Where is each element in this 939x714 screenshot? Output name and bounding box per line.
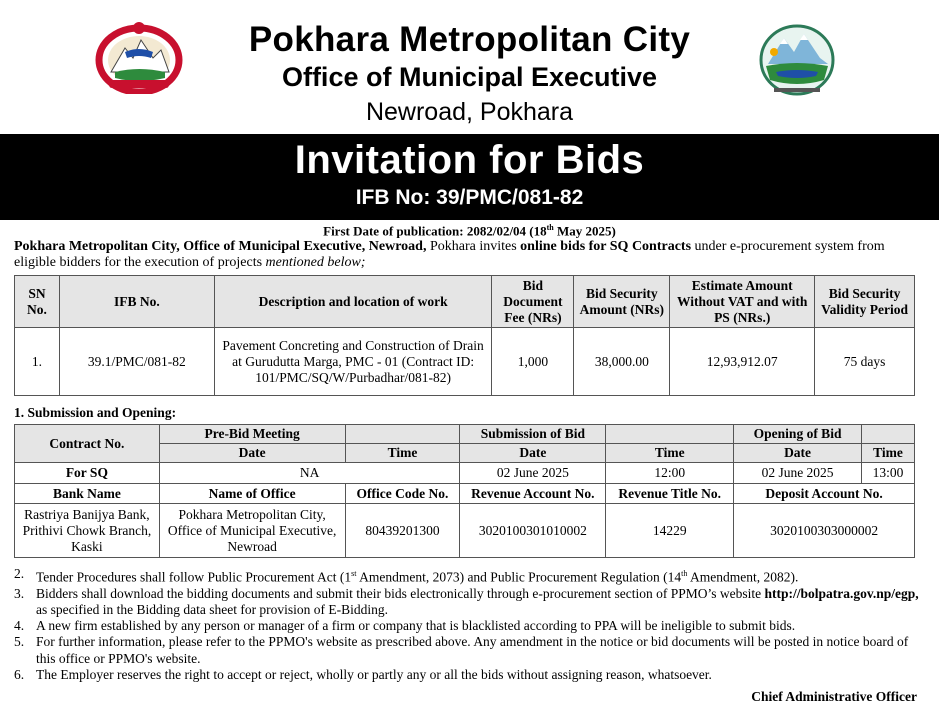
submission-time-header: Time [606,444,734,463]
submission-header-row [15,425,915,444]
office-title: Office of Municipal Executive [281,62,658,92]
submission-date-cell: 02 June 2025 [460,463,606,484]
revenue-account-cell: 3020100301010002 [460,504,606,558]
opening-header: Opening of Bid [734,425,862,444]
submission-header: Submission of Bid [460,425,606,444]
col-security: Bid Security Amount (NRs) [574,276,670,328]
opening-time-header: Time [862,444,915,463]
table-row [15,328,915,396]
ifb-number: IFB No: 39/PMC/081-82 [355,186,584,209]
col-description: Description and location of work [214,276,492,328]
office-code-header: Office Code No. [345,484,460,504]
list-item: 4. A new firm established by any person or manager of a firm or company that is blacklisted according to PPA will be ineligible to submit bids. [14,618,796,634]
table-row [15,463,915,484]
deposit-account-cell: 3020100303000002 [734,504,915,558]
list-item: 6. The Employer reserves the right to accept or reject, wholly or partly any or all the bids without assigning reason, whatsoever. [14,666,712,682]
contract-no-header: Contract No. [15,425,160,463]
prebid-date-header: Date [159,444,345,463]
office-code-cell: 80439201300 [345,504,460,558]
prebid-header: Pre-Bid Meeting [159,425,345,444]
submission-section-title: 1. Submission and Opening: [14,405,177,420]
cell-ifb: 39.1/PMC/081-82 [59,328,214,396]
opening-date-cell: 02 June 2025 [734,463,862,484]
title-banner [0,134,939,220]
notice-title: Invitation for Bids [294,138,645,182]
prebid-header-blank [345,425,460,444]
col-ifb: IFB No. [59,276,214,328]
revenue-account-header: Revenue Account No. [460,484,606,504]
submission-header-blank [606,425,734,444]
cell-description: Pavement Concreting and Construction of Drain at Gurudutta Marga, PMC - 01 (Contract ID: 101/PMC/SQ/W/Purbadhar/081-82) [214,328,492,396]
contract-cell: For SQ [15,463,160,484]
deposit-account-header: Deposit Account No. [734,484,915,504]
list-item: 3. Bidders shall download the bidding documents and submit their bids electronically through e-procurement section of PPMO’s website http://bolpatra.gov.np/egp, as specified in the Bidding data sheet for provision of E-Bidding. [14,585,919,617]
office-name-cell: Pokhara Metropolitan City, Office of Municipal Executive, Newroad [159,504,345,558]
revenue-title-header: Revenue Title No. [606,484,734,504]
office-address: Newroad, Pokhara [365,98,574,126]
bid-table-header [15,276,915,328]
col-estimate: Estimate Amount Without VAT and with PS (NRs.) [670,276,815,328]
signoff-title: Chief Administrative Officer [751,689,917,704]
submission-time-cell: 12:00 [606,463,734,484]
col-sn: SN No. [15,276,60,328]
col-fee: Bid Document Fee (NRs) [492,276,574,328]
bank-header-row [15,484,915,504]
opening-time-cell: 13:00 [862,463,915,484]
bank-name-header: Bank Name [15,484,160,504]
notes-list [14,566,920,683]
cell-validity: 75 days [815,328,915,396]
org-title: Pokhara Metropolitan City [248,20,691,59]
bolpatra-link[interactable]: http://bolpatra.gov.np/egp, [764,585,919,601]
publication-date: First Date of publication: 2082/02/04 (18th May 2025) [323,223,616,239]
cell-sn: 1. [15,328,60,396]
opening-header-blank [862,425,915,444]
office-name-header: Name of Office [159,484,345,504]
prebid-time-header: Time [345,444,460,463]
col-validity: Bid Security Validity Period [815,276,915,328]
table-row [15,504,915,558]
revenue-title-cell: 14229 [606,504,734,558]
submission-date-header: Date [460,444,606,463]
cell-security: 38,000.00 [574,328,670,396]
prebid-cell: NA [159,463,460,484]
bank-name-cell: Rastriya Banijya Bank, Prithivi Chowk Branch, Kaski [15,504,160,558]
bid-table [14,275,915,396]
list-item: 5. For further information, please refer to the PPMO's website as prescribed above. Any amendment in the notice or bid documents will be posted in notice board of this office or PPMO's website. [14,634,909,666]
list-item: 2. Tender Procedures shall follow Public Procurement Act (1st Amendment, 2073) and Public Procurement Regulation (14th Amendment, 2082). [14,566,799,585]
intro-paragraph: Pokhara Metropolitan City, Office of Municipal Executive, Newroad, Pokhara invites online bids for SQ Contracts under e-procurement system from eligible bidders for the execution of projects mentioned below; [14,239,885,270]
page-header [0,0,939,134]
opening-date-header: Date [734,444,862,463]
cell-fee: 1,000 [492,328,574,396]
cell-estimate: 12,93,912.07 [670,328,815,396]
submission-table [14,424,915,558]
